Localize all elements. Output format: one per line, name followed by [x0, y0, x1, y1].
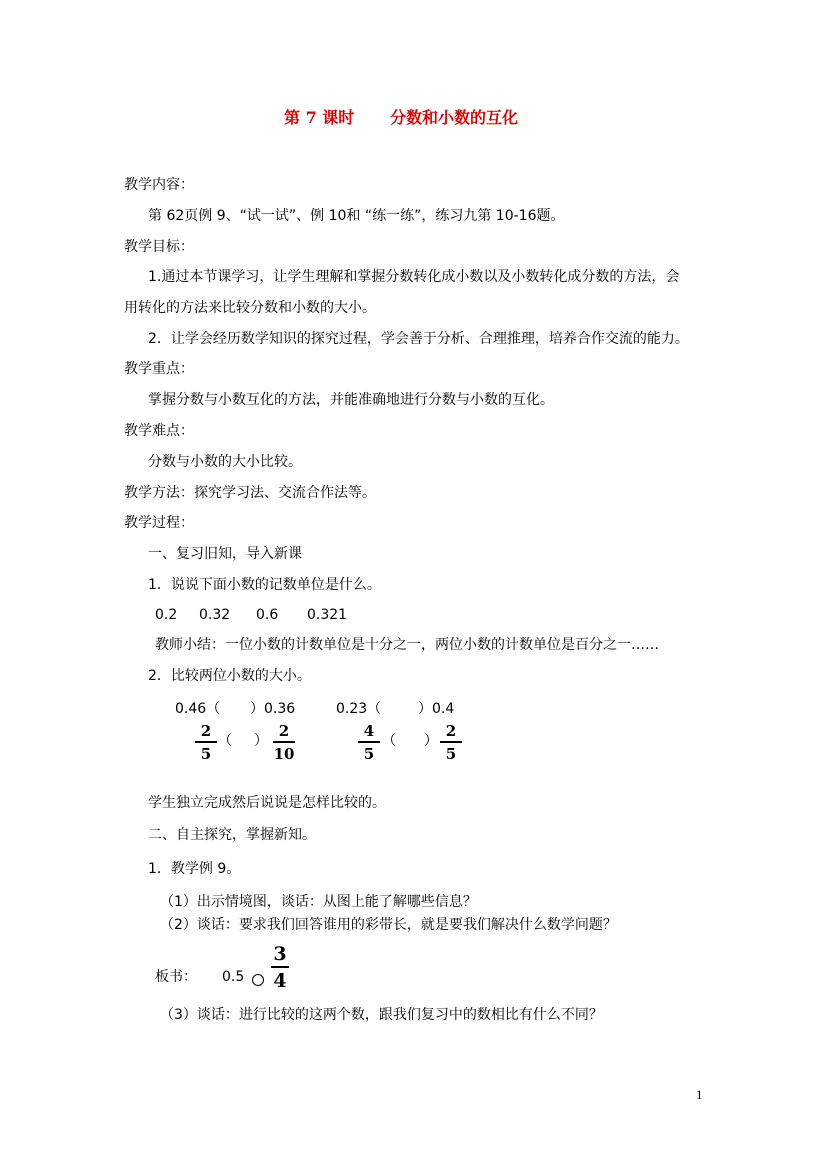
decimal-item: 0.321	[307, 607, 348, 623]
fraction-bar	[195, 741, 217, 743]
fraction-denominator: 4	[273, 970, 287, 992]
board-decimal: 0.5	[222, 969, 245, 985]
explore-heading: 二、自主探究，掌握新知。	[148, 827, 316, 843]
fraction	[358, 723, 380, 762]
board-label: 板书：	[155, 969, 197, 985]
fraction-denominator: 5	[363, 745, 375, 763]
fraction-numerator: 2	[445, 722, 457, 740]
fraction-numerator: 2	[200, 722, 212, 740]
goals-label: 教学目标：	[124, 239, 194, 255]
goal-1-line1: 1.通过本节课学习，让学生理解和掌握分数转化成小数以及小数转化成分数的方法，会	[148, 269, 680, 285]
review-after: 学生独立完成然后说说是怎样比较的。	[148, 795, 386, 811]
open-paren: （	[382, 733, 396, 749]
fraction	[273, 723, 295, 762]
content-text: 第 62页例 9、“试一试”、例 10和 “练一练”，练习九第 10-16题。	[148, 208, 565, 224]
difficulty-label: 教学难点：	[124, 423, 194, 439]
fraction-numerator: 4	[363, 722, 375, 740]
fraction-denominator: 5	[200, 745, 212, 763]
page-title: 分数和小数的互化	[390, 108, 519, 127]
lesson-number: 第 7 课时	[284, 108, 355, 127]
close-paren: ）	[254, 733, 268, 749]
fraction-numerator: 3	[273, 943, 287, 965]
page-number: 1	[696, 1087, 703, 1102]
review-heading: 一、复习旧知，导入新课	[148, 546, 302, 562]
goal-2: 2．让学会经历数学知识的探究过程，学会善于分析、合理推理，培养合作交流的能力。	[148, 331, 689, 347]
fraction-numerator: 2	[278, 722, 290, 740]
review-question-1: 1．说说下面小数的记数单位是什么。	[148, 577, 381, 593]
decimal-item: 0.32	[199, 607, 231, 623]
compare-circle-icon	[252, 970, 264, 989]
compare-b-right: ）0.4	[418, 701, 455, 717]
key-label: 教学重点：	[124, 361, 194, 377]
review-question-2: 2．比较两位小数的大小。	[148, 668, 311, 684]
fraction-denominator: 10	[273, 745, 295, 763]
board-fraction	[271, 944, 289, 991]
explore-item-1: 1．教学例 9。	[148, 861, 241, 877]
fraction	[195, 723, 217, 762]
fraction-bar	[440, 741, 462, 743]
fraction-bar	[271, 966, 289, 968]
compare-a-left: 0.46（	[175, 701, 221, 717]
open-paren: （	[218, 733, 232, 749]
fraction-bar	[358, 741, 380, 743]
compare-a-right: ）0.36	[250, 701, 296, 717]
key-text: 掌握分数与小数互化的方法，并能准确地进行分数与小数的互化。	[148, 392, 554, 408]
explore-sub-3: （3）谈话：进行比较的这两个数，跟我们复习中的数相比有什么不同？	[160, 1007, 603, 1023]
fraction-denominator: 5	[445, 745, 457, 763]
process-label: 教学过程：	[124, 515, 194, 531]
close-paren: ）	[424, 733, 438, 749]
difficulty-text: 分数与小数的大小比较。	[148, 454, 302, 470]
compare-b-left: 0.23（	[336, 701, 382, 717]
explore-sub-1: （1）出示情境图，谈话：从图上能了解哪些信息？	[160, 894, 477, 910]
fraction	[440, 723, 462, 762]
content-label: 教学内容：	[124, 177, 194, 193]
fraction-bar	[273, 741, 295, 743]
method-text: 教学方法：探究学习法、交流合作法等。	[124, 485, 376, 501]
decimal-item: 0.6	[256, 607, 279, 623]
teacher-summary: 教师小结：一位小数的计数单位是十分之一，两位小数的计数单位是百分之一……	[155, 637, 659, 653]
goal-1-line2: 用转化的方法来比较分数和小数的大小。	[124, 300, 376, 316]
explore-sub-2: （2）谈话：要求我们回答谁用的彩带长，就是要我们解决什么数学问题？	[160, 917, 617, 933]
decimal-item: 0.2	[155, 607, 178, 623]
